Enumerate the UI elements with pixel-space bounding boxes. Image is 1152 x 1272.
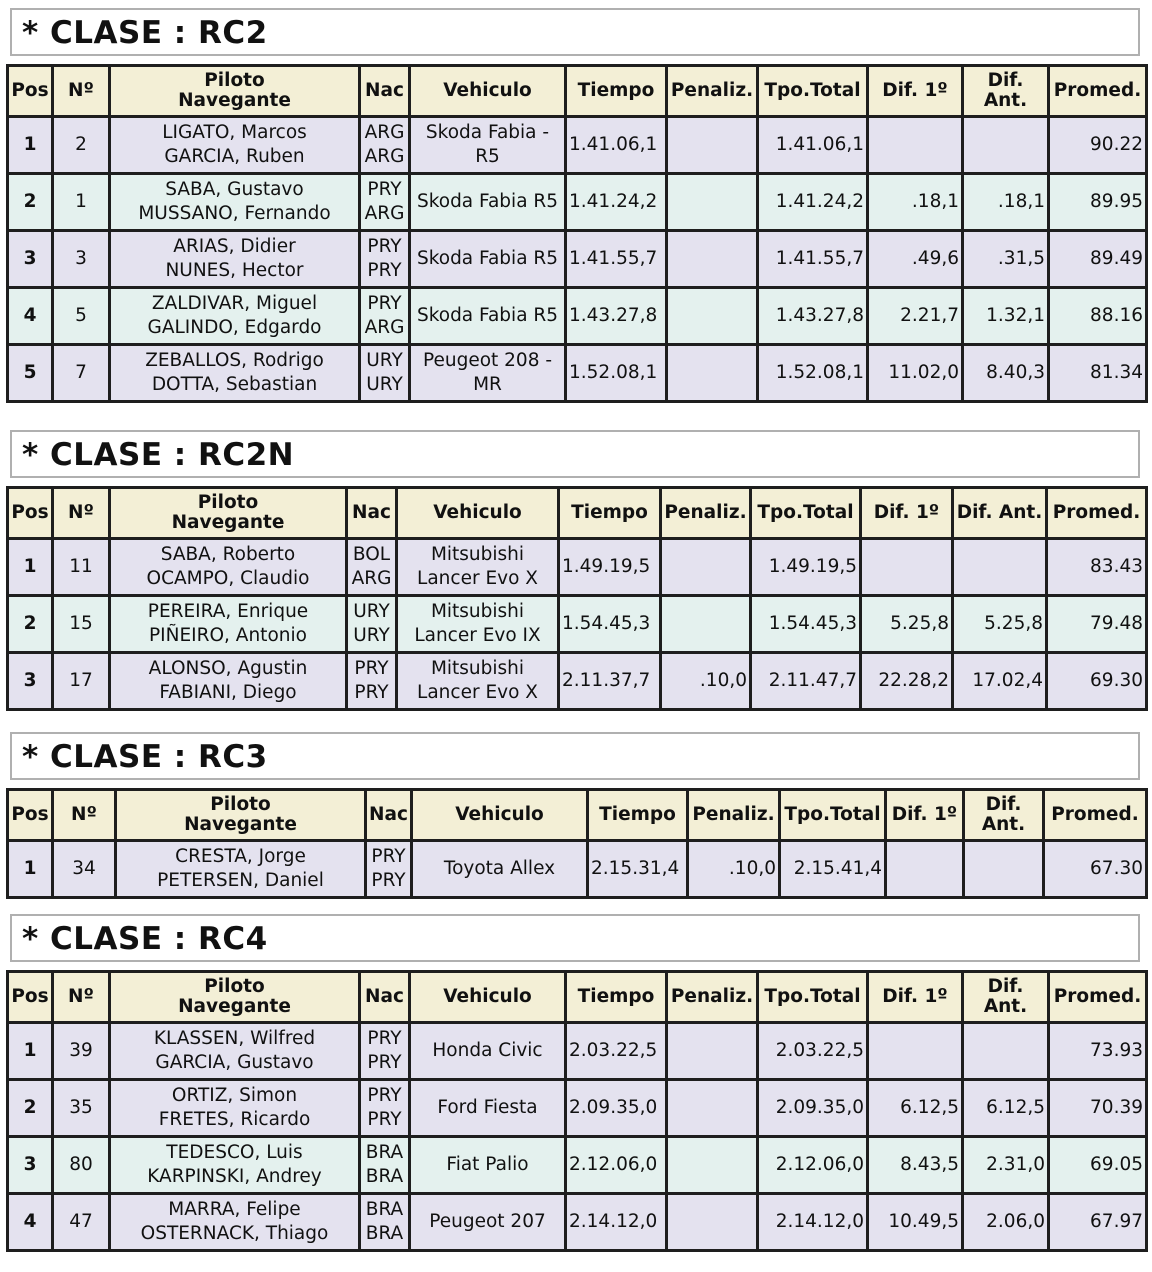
cell-crew — [110, 345, 360, 402]
cell-dif-ant: 8.40,3 — [963, 345, 1049, 402]
cell-nac: BRA BRA — [360, 1194, 410, 1251]
col-num: Nº — [53, 488, 110, 539]
cell-vehiculo: Ford Fiesta — [410, 1080, 566, 1137]
cell-nac: PRY PRY — [360, 231, 410, 288]
cell-num: 80 — [53, 1137, 110, 1194]
cell-vehiculo: Peugeot 207 — [410, 1194, 566, 1251]
cell-dif-ant: 2.06,0 — [963, 1194, 1049, 1251]
cell-crew — [116, 841, 366, 898]
cell-tpo-total: 1.43.27,8 — [758, 288, 868, 345]
col-promed: Promed. — [1044, 790, 1147, 841]
cell-tpo-total: 1.52.08,1 — [758, 345, 868, 402]
navegante-name: DOTTA, Sebastian — [151, 374, 318, 395]
cell-num: 2 — [53, 117, 110, 174]
cell-pos: 1 — [8, 841, 53, 898]
table-row — [8, 1023, 1147, 1080]
cell-promed: 83.43 — [1047, 539, 1147, 596]
cell-vehiculo: Skoda Fabia R5 — [410, 231, 566, 288]
col-vehiculo: Vehiculo — [412, 790, 588, 841]
col-pos: Pos — [8, 66, 53, 117]
cell-dif1: 8.43,5 — [868, 1137, 963, 1194]
navegante-name: GALINDO, Edgardo — [147, 317, 322, 338]
cell-tpo-total: 2.12.06,0 — [758, 1137, 868, 1194]
cell-crew — [110, 174, 360, 231]
col-crew: Piloto Navegante — [110, 972, 360, 1023]
cell-nac: BRA BRA — [360, 1137, 410, 1194]
results-table — [6, 970, 1148, 1252]
cell-crew — [110, 1023, 360, 1080]
cell-num: 17 — [53, 653, 110, 710]
cell-tpo-total: 2.14.12,0 — [758, 1194, 868, 1251]
cell-tiempo: 1.41.24,2 — [566, 174, 667, 231]
col-promed: Promed. — [1047, 488, 1147, 539]
cell-crew — [110, 596, 347, 653]
col-crew: Piloto Navegante — [116, 790, 366, 841]
col-pos: Pos — [8, 972, 53, 1023]
cell-vehiculo: Honda Civic — [410, 1023, 566, 1080]
cell-tiempo: 1.43.27,8 — [566, 288, 667, 345]
cell-crew — [110, 1080, 360, 1137]
cell-tiempo: 1.49.19,5 — [559, 539, 661, 596]
col-dif1: Dif. 1º — [868, 972, 963, 1023]
cell-num: 35 — [53, 1080, 110, 1137]
cell-tpo-total: 1.49.19,5 — [751, 539, 861, 596]
cell-penaliz: .10,0 — [688, 841, 780, 898]
cell-num: 34 — [53, 841, 116, 898]
cell-tiempo: 2.15.31,4 — [588, 841, 688, 898]
header-row — [8, 488, 1147, 539]
header-row — [8, 66, 1147, 117]
cell-dif-ant: 5.25,8 — [953, 596, 1047, 653]
table-row — [8, 345, 1147, 402]
cell-num: 39 — [53, 1023, 110, 1080]
cell-nac: URY URY — [360, 345, 410, 402]
cell-dif-ant: .31,5 — [963, 231, 1049, 288]
cell-promed: 73.93 — [1049, 1023, 1147, 1080]
class-title: * CLASE : RC2 — [10, 8, 1140, 56]
cell-vehiculo: Mitsubishi Lancer Evo IX — [397, 596, 559, 653]
cell-penaliz — [667, 1137, 758, 1194]
col-num: Nº — [53, 972, 110, 1023]
cell-vehiculo: Skoda Fabia - R5 — [410, 117, 566, 174]
cell-pos: 4 — [8, 1194, 53, 1251]
cell-tiempo: 1.54.45,3 — [559, 596, 661, 653]
col-pos: Pos — [8, 488, 53, 539]
cell-pos: 3 — [8, 1137, 53, 1194]
cell-dif-ant: 6.12,5 — [963, 1080, 1049, 1137]
cell-dif1: 11.02,0 — [868, 345, 963, 402]
piloto-name: ARIAS, Didier — [173, 236, 296, 257]
cell-pos: 1 — [8, 117, 53, 174]
cell-tiempo: 1.41.55,7 — [566, 231, 667, 288]
cell-dif1 — [886, 841, 964, 898]
col-tpo-total: Tpo.Total — [758, 972, 868, 1023]
cell-vehiculo: Toyota Allex — [412, 841, 588, 898]
cell-crew — [110, 117, 360, 174]
cell-num: 3 — [53, 231, 110, 288]
cell-num: 11 — [53, 539, 110, 596]
cell-num: 7 — [53, 345, 110, 402]
cell-vehiculo: Skoda Fabia R5 — [410, 174, 566, 231]
col-tpo-total: Tpo.Total — [758, 66, 868, 117]
table-row — [8, 288, 1147, 345]
col-penaliz: Penaliz. — [667, 66, 758, 117]
cell-num: 5 — [53, 288, 110, 345]
cell-pos: 5 — [8, 345, 53, 402]
col-crew: Piloto Navegante — [110, 66, 360, 117]
results-table — [6, 64, 1148, 403]
col-nac: Nac — [347, 488, 397, 539]
cell-nac: BOL ARG — [347, 539, 397, 596]
cell-nac: PRY PRY — [347, 653, 397, 710]
col-promed: Promed. — [1049, 972, 1147, 1023]
cell-penaliz — [667, 288, 758, 345]
cell-tiempo: 2.03.22,5 — [566, 1023, 667, 1080]
cell-promed: 89.95 — [1049, 174, 1147, 231]
cell-crew — [110, 288, 360, 345]
col-dif1: Dif. 1º — [861, 488, 953, 539]
col-vehiculo: Vehiculo — [410, 972, 566, 1023]
cell-penaliz — [661, 596, 751, 653]
header-row — [8, 790, 1147, 841]
cell-vehiculo: Skoda Fabia R5 — [410, 288, 566, 345]
piloto-name: PEREIRA, Enrique — [147, 601, 309, 622]
cell-promed: 90.22 — [1049, 117, 1147, 174]
cell-tpo-total: 1.41.55,7 — [758, 231, 868, 288]
piloto-name: ZEBALLOS, Rodrigo — [145, 350, 324, 371]
piloto-name: CRESTA, Jorge — [175, 846, 306, 867]
cell-dif-ant: 2.31,0 — [963, 1137, 1049, 1194]
cell-penaliz — [667, 231, 758, 288]
col-penaliz: Penaliz. — [661, 488, 751, 539]
cell-crew — [110, 1137, 360, 1194]
cell-dif1: .49,6 — [868, 231, 963, 288]
cell-dif1: 22.28,2 — [861, 653, 953, 710]
cell-dif1: 10.49,5 — [868, 1194, 963, 1251]
cell-dif1: 2.21,7 — [868, 288, 963, 345]
col-dif-ant: Dif. Ant. — [963, 972, 1049, 1023]
piloto-name: SABA, Gustavo — [165, 179, 304, 200]
cell-penaliz — [667, 174, 758, 231]
table-row — [8, 596, 1147, 653]
cell-nac: ARG ARG — [360, 117, 410, 174]
piloto-name: SABA, Roberto — [160, 544, 296, 565]
cell-promed: 79.48 — [1047, 596, 1147, 653]
cell-penaliz — [667, 345, 758, 402]
cell-vehiculo: Fiat Palio — [410, 1137, 566, 1194]
cell-crew — [110, 653, 347, 710]
navegante-name: OCAMPO, Claudio — [146, 568, 310, 589]
table-row — [8, 841, 1147, 898]
cell-pos: 2 — [8, 596, 53, 653]
table-row — [8, 174, 1147, 231]
cell-dif1 — [868, 117, 963, 174]
cell-promed: 81.34 — [1049, 345, 1147, 402]
cell-crew — [110, 1194, 360, 1251]
col-dif1: Dif. 1º — [886, 790, 964, 841]
class-title: * CLASE : RC4 — [10, 914, 1140, 962]
cell-pos: 3 — [8, 231, 53, 288]
cell-dif-ant — [964, 841, 1044, 898]
col-vehiculo: Vehiculo — [410, 66, 566, 117]
col-penaliz: Penaliz. — [667, 972, 758, 1023]
cell-dif1: .18,1 — [868, 174, 963, 231]
results-table — [6, 486, 1148, 711]
navegante-name: OSTERNACK, Thiago — [140, 1223, 329, 1244]
cell-penaliz — [667, 1080, 758, 1137]
cell-dif-ant — [953, 539, 1047, 596]
cell-tpo-total: 2.15.41,4 — [780, 841, 886, 898]
col-penaliz: Penaliz. — [688, 790, 780, 841]
col-tpo-total: Tpo.Total — [780, 790, 886, 841]
cell-dif1 — [868, 1023, 963, 1080]
cell-pos: 1 — [8, 1023, 53, 1080]
col-dif1: Dif. 1º — [868, 66, 963, 117]
class-title: * CLASE : RC2N — [10, 430, 1140, 478]
piloto-name: KLASSEN, Wilfred — [153, 1028, 316, 1049]
cell-pos: 2 — [8, 174, 53, 231]
col-tiempo: Tiempo — [588, 790, 688, 841]
col-nac: Nac — [366, 790, 412, 841]
results-table — [6, 788, 1148, 899]
cell-vehiculo: Mitsubishi Lancer Evo X — [397, 653, 559, 710]
navegante-name: GARCIA, Ruben — [164, 146, 305, 167]
piloto-name: MARRA, Felipe — [168, 1199, 301, 1220]
navegante-name: PETERSEN, Daniel — [157, 870, 324, 891]
col-nac: Nac — [360, 972, 410, 1023]
cell-tpo-total: 2.09.35,0 — [758, 1080, 868, 1137]
col-dif-ant: Dif. Ant. — [953, 488, 1047, 539]
table-row — [8, 117, 1147, 174]
col-tiempo: Tiempo — [559, 488, 661, 539]
table-row — [8, 231, 1147, 288]
cell-promed: 69.05 — [1049, 1137, 1147, 1194]
col-promed: Promed. — [1049, 66, 1147, 117]
col-tiempo: Tiempo — [566, 66, 667, 117]
cell-promed: 67.97 — [1049, 1194, 1147, 1251]
cell-pos: 3 — [8, 653, 53, 710]
table-row — [8, 539, 1147, 596]
cell-dif-ant: 1.32,1 — [963, 288, 1049, 345]
cell-tiempo: 1.52.08,1 — [566, 345, 667, 402]
cell-tiempo: 2.09.35,0 — [566, 1080, 667, 1137]
col-vehiculo: Vehiculo — [397, 488, 559, 539]
col-crew: Piloto Navegante — [110, 488, 347, 539]
cell-tiempo: 2.11.37,7 — [559, 653, 661, 710]
col-dif-ant: Dif. Ant. — [963, 66, 1049, 117]
navegante-name: KARPINSKI, Andrey — [147, 1166, 322, 1187]
cell-penaliz — [667, 1194, 758, 1251]
cell-pos: 1 — [8, 539, 53, 596]
col-dif-ant: Dif. Ant. — [964, 790, 1044, 841]
col-pos: Pos — [8, 790, 53, 841]
piloto-name: ZALDIVAR, Miguel — [151, 293, 318, 314]
cell-pos: 2 — [8, 1080, 53, 1137]
cell-promed: 88.16 — [1049, 288, 1147, 345]
cell-pos: 4 — [8, 288, 53, 345]
cell-penaliz — [661, 539, 751, 596]
col-tiempo: Tiempo — [566, 972, 667, 1023]
cell-penaliz: .10,0 — [661, 653, 751, 710]
navegante-name: GARCIA, Gustavo — [155, 1052, 314, 1073]
cell-crew — [110, 539, 347, 596]
cell-tpo-total: 2.11.47,7 — [751, 653, 861, 710]
cell-crew — [110, 231, 360, 288]
col-num: Nº — [53, 790, 116, 841]
cell-dif1: 5.25,8 — [861, 596, 953, 653]
cell-nac: PRY PRY — [366, 841, 412, 898]
navegante-name: FRETES, Ricardo — [158, 1109, 311, 1130]
cell-dif-ant: 17.02,4 — [953, 653, 1047, 710]
cell-dif-ant — [963, 1023, 1049, 1080]
table-row — [8, 653, 1147, 710]
navegante-name: PIÑEIRO, Antonio — [149, 625, 307, 646]
cell-nac: PRY ARG — [360, 288, 410, 345]
cell-vehiculo: Mitsubishi Lancer Evo X — [397, 539, 559, 596]
cell-tpo-total: 1.41.06,1 — [758, 117, 868, 174]
navegante-name: MUSSANO, Fernando — [138, 203, 331, 224]
table-row — [8, 1194, 1147, 1251]
cell-dif1: 6.12,5 — [868, 1080, 963, 1137]
piloto-name: ALONSO, Agustin — [148, 658, 308, 679]
cell-tiempo: 2.12.06,0 — [566, 1137, 667, 1194]
cell-num: 15 — [53, 596, 110, 653]
cell-tiempo: 2.14.12,0 — [566, 1194, 667, 1251]
cell-tpo-total: 2.03.22,5 — [758, 1023, 868, 1080]
cell-penaliz — [667, 117, 758, 174]
col-tpo-total: Tpo.Total — [751, 488, 861, 539]
cell-vehiculo: Peugeot 208 - MR — [410, 345, 566, 402]
cell-promed: 89.49 — [1049, 231, 1147, 288]
col-num: Nº — [53, 66, 110, 117]
cell-nac: PRY PRY — [360, 1023, 410, 1080]
cell-dif1 — [861, 539, 953, 596]
class-title: * CLASE : RC3 — [10, 732, 1140, 780]
piloto-name: TEDESCO, Luis — [166, 1142, 303, 1163]
cell-nac: PRY ARG — [360, 174, 410, 231]
piloto-name: ORTIZ, Simon — [171, 1085, 298, 1106]
cell-promed: 69.30 — [1047, 653, 1147, 710]
cell-promed: 70.39 — [1049, 1080, 1147, 1137]
navegante-name: NUNES, Hector — [165, 260, 304, 281]
col-nac: Nac — [360, 66, 410, 117]
cell-penaliz — [667, 1023, 758, 1080]
cell-dif-ant — [963, 117, 1049, 174]
cell-promed: 67.30 — [1044, 841, 1147, 898]
cell-nac: PRY PRY — [360, 1080, 410, 1137]
cell-tpo-total: 1.41.24,2 — [758, 174, 868, 231]
header-row — [8, 972, 1147, 1023]
cell-tiempo: 1.41.06,1 — [566, 117, 667, 174]
cell-tpo-total: 1.54.45,3 — [751, 596, 861, 653]
piloto-name: LIGATO, Marcos — [162, 122, 307, 143]
cell-dif-ant: .18,1 — [963, 174, 1049, 231]
cell-nac: URY URY — [347, 596, 397, 653]
table-row — [8, 1080, 1147, 1137]
cell-num: 1 — [53, 174, 110, 231]
table-row — [8, 1137, 1147, 1194]
cell-num: 47 — [53, 1194, 110, 1251]
navegante-name: FABIANI, Diego — [159, 682, 297, 703]
